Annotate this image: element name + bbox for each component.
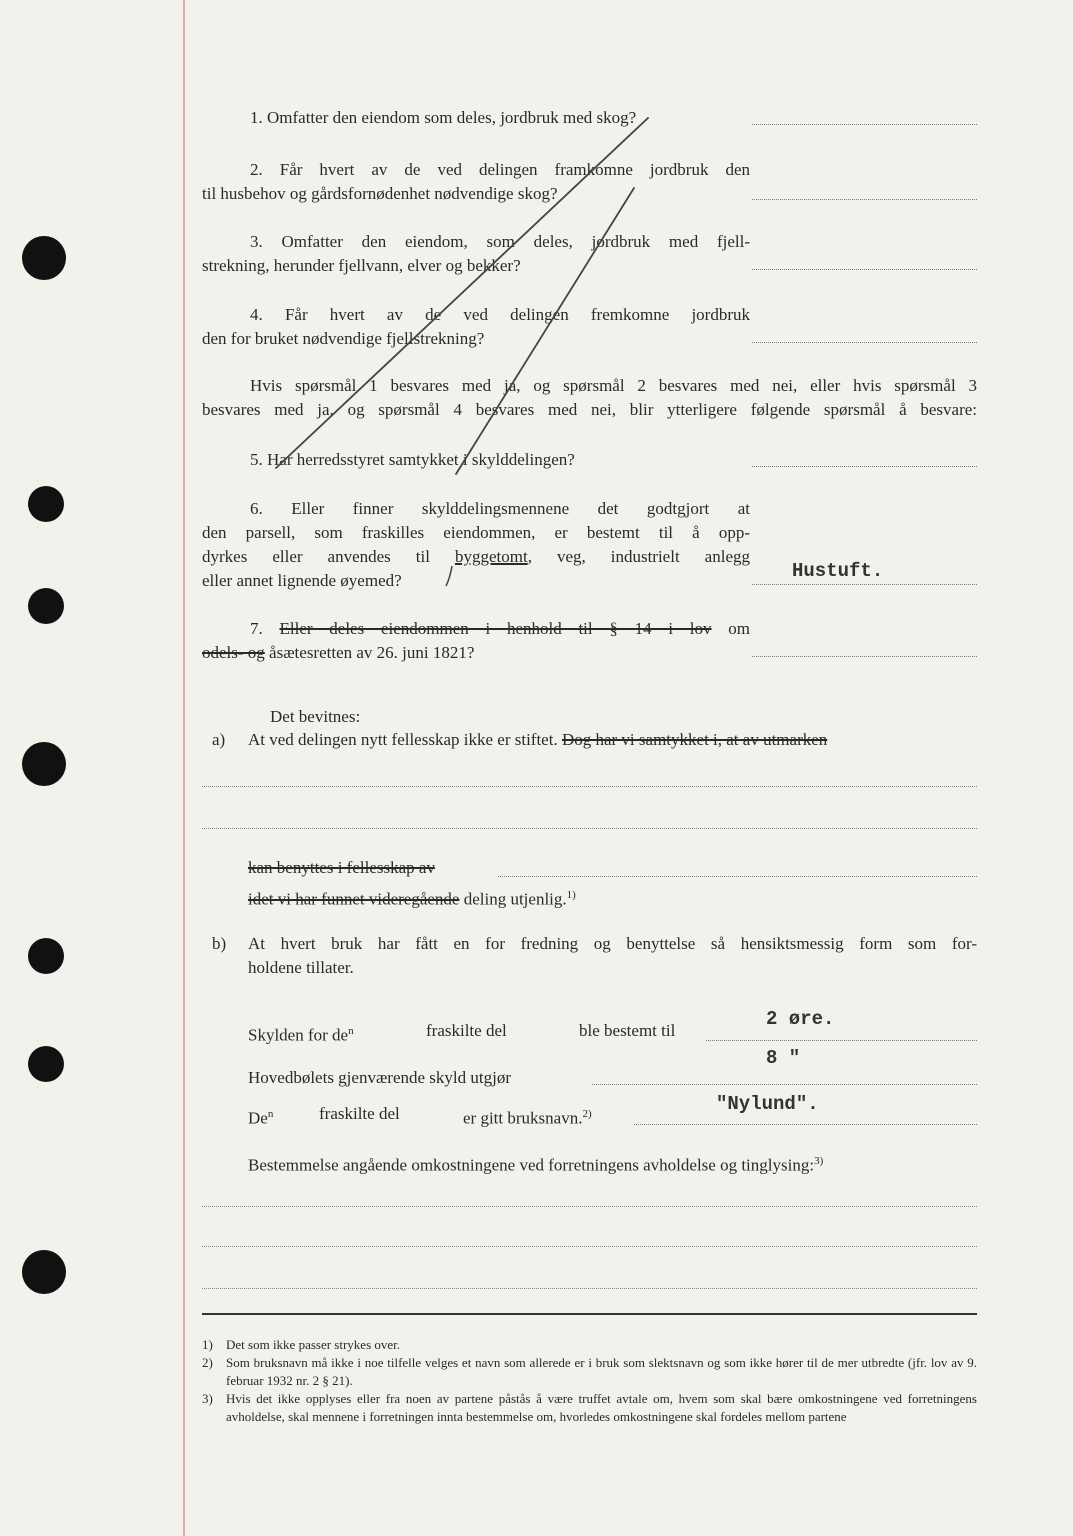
question-text: 4. Får hvert av de ved delingen fremkomne jordbruk [250,305,750,324]
blank-line [498,860,977,877]
punch-hole [28,588,64,624]
question-text: strekning, herunder fjellvann, elver og bekker? [202,256,521,275]
text-segment: holdene tillater. [248,958,354,977]
handwritten-suffix: n [348,1025,354,1037]
question-text [202,641,750,665]
condition-text: besvares med ja, og spørsmål 4 besvares med nei, blir ytterligere følgende spørsmål å besvare: [202,400,977,419]
struck-text: Eller deles eiendommen i henhold til § 14 i lov [279,619,712,638]
question-text: 6. Eller finner skylddelingsmennene det godtgjort at [250,499,750,518]
bestemmelse-text [248,1149,823,1178]
punch-hole [28,486,64,522]
footnote-divider [202,1313,977,1315]
answer-field-1 [752,100,977,125]
typed-value: 8 " [766,1047,801,1069]
question-text: 2. Får hvert av de ved delingen framkomne jordbruk den [250,160,750,179]
text-segment: Skylden for de [248,1025,349,1045]
footnote-text: Som bruksnavn må ikke i noe tilfelle velges et navn som allerede er i bruk som slektsnavn og som ikke hører til de mer utbredte (jfr. lov av 9. februar 1932 nr. 2 § 21). [226,1355,977,1388]
underlined-word: byggetomt [454,547,528,566]
answer-field [706,1024,977,1041]
text-segment: åsætesretten av 26. juni 1821? [269,643,475,662]
struck-line [248,856,435,880]
answer-value: Hustuft. [792,560,884,582]
text-segment: At hvert bruk har fått en for fredning og benyttelse så hensiktsmessig form som for- [248,934,977,953]
footnote-mark: 1) [202,1337,213,1352]
answer-field-2 [752,175,977,200]
question-3 [202,230,750,278]
text-segment: , veg, industrielt anlegg [527,547,750,566]
item-b-text [248,932,977,980]
struck-text: Dog har vi samtykket i, at av utmarken [561,730,828,749]
question-4 [202,303,750,351]
blank-line [202,810,977,829]
footnote-mark: 3) [202,1391,213,1406]
footnote-ref: 2) [582,1108,592,1120]
footnotes [202,1336,977,1426]
answer-field-7 [752,632,977,657]
text-segment: At ved delingen nytt fellesskap ikke er stiftet. [248,730,558,749]
text-segment: er gitt bruksnavn. [463,1108,583,1128]
item-label: a) [212,730,226,749]
text-segment: fraskilte del [426,1021,507,1040]
text-segment: Bestemmelse angående omkostningene ved forretningens avholdelse og tinglysing: [248,1155,815,1175]
condition-text: Hvis spørsmål 1 besvares med ja, og spørsmål 2 besvares med nei, eller hvis spørsmål 3 [250,376,977,395]
punch-hole [28,1046,64,1082]
answer-field-6 [752,552,977,585]
text-segment: ble bestemt til [579,1021,676,1040]
footnote-text: Det som ikke passer strykes over. [226,1337,401,1352]
answer-field-3 [752,245,977,270]
text-segment: om [728,619,751,638]
question-2 [202,158,750,206]
footnote-2 [202,1354,977,1390]
typed-value: 2 øre. [766,1008,835,1030]
question-6 [202,497,750,593]
question-text: den for bruket nødvendige fjellstrekning? [202,329,485,348]
question-1 [202,106,750,130]
footnote-1 [202,1336,977,1354]
question-text: til husbehov og gårdsfornødenhet nødvendige skog? [202,184,558,203]
punch-hole [22,1250,66,1294]
footnote-ref: 1) [566,889,576,901]
blank-line [202,1228,977,1247]
struck-text: odels- og [202,643,265,662]
question-text: 5. Har herredsstyret samtykket i skylddelingen? [250,450,575,469]
section-heading: Det bevitnes: [270,707,361,726]
question-text: eller annet lignende øyemed? [202,571,402,590]
text-segment: fraskilte del [319,1104,400,1123]
struck-line [248,883,576,912]
question-text: den parsell, som fraskilles eiendommen, er bestemt til å opp- [202,523,750,542]
question-number: 7. [250,619,263,638]
blank-line [202,768,977,787]
question-text: 1. Omfatter den eiendom som deles, jordbruk med skog? [250,108,637,127]
answer-field-5 [752,442,977,467]
typed-value: "Nylund". [716,1093,819,1115]
item-a-text [248,728,977,752]
footnote-text: Hvis det ikke opplyses eller fra noen av partene påstås å være truffet avtale om, hvem som skal bære omkostningene ved forretningens avholdelse, skal mennene i forretningen innta bestemmelse om, hvorledes omkostningene skal fordeles mellom partene [226,1391,977,1424]
blank-line [202,1270,977,1289]
text-segment: Hovedbølets gjenværende skyld utgjør [248,1068,511,1087]
footnote-mark: 2) [202,1355,213,1370]
text-segment: De [248,1108,268,1128]
question-5 [202,448,750,472]
text-segment: deling utjenlig. [463,889,567,909]
footnote-3 [202,1390,977,1426]
text-segment [463,1102,592,1131]
question-text [202,617,750,641]
punch-hole [28,938,64,974]
answer-field [592,1068,977,1085]
punch-hole [22,742,66,786]
blank-line [202,1188,977,1207]
struck-text: kan benyttes i fellesskap av [248,858,435,877]
skyld-row-3 [248,1102,273,1131]
answer-field-4 [752,318,977,343]
handwritten-suffix: n [267,1108,274,1120]
footnote-ref: 3) [814,1155,824,1167]
skyld-row-1 [248,1019,354,1048]
text-segment: dyrkes eller anvendes til [202,547,430,566]
punch-hole [22,236,66,280]
margin-line [183,0,185,1536]
question-7 [202,617,750,665]
item-label: b) [212,934,227,953]
condition-paragraph [202,374,977,422]
question-text [202,545,750,569]
struck-text: idet vi har funnet videregående [248,889,460,909]
question-text: 3. Omfatter den eiendom, som deles, jordbruk med fjell- [250,232,750,251]
